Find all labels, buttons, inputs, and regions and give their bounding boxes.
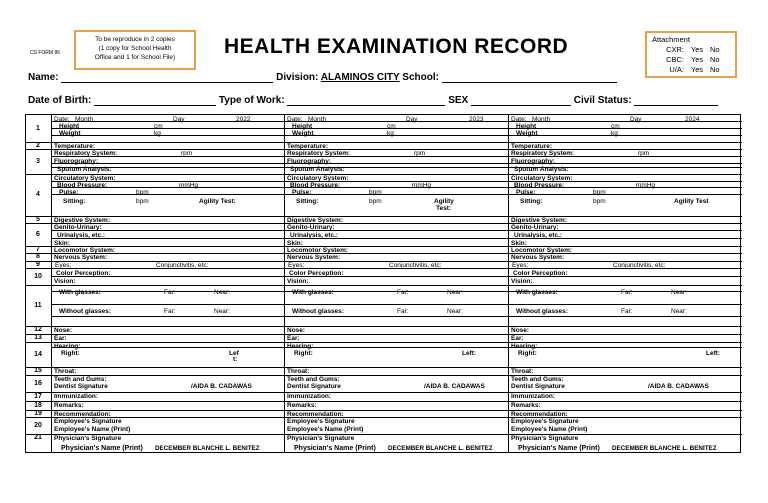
note-line: (1 copy for School Health bbox=[98, 45, 172, 52]
eyes-label: Eyes: bbox=[512, 261, 529, 269]
phys-name-label: DECEMBER BLANCHE L. BENITEZ bbox=[155, 444, 260, 452]
immunization-label: Immunization: bbox=[54, 392, 99, 400]
row-number: 8 bbox=[36, 253, 40, 260]
far-label: Far: bbox=[397, 288, 409, 296]
urinalysis-label: Urinalysis, etc.: bbox=[514, 231, 563, 239]
table-rule bbox=[26, 367, 742, 368]
table-rule bbox=[51, 316, 742, 317]
near-label: Near: bbox=[447, 307, 463, 315]
emp-name-label: Employee's Name (Print) bbox=[511, 425, 588, 433]
table-rule bbox=[26, 142, 742, 143]
row-number: 16 bbox=[34, 379, 42, 387]
skin-label: Skin: bbox=[54, 239, 70, 247]
row-number: 10 bbox=[34, 272, 42, 280]
temperature-label: Temperature: bbox=[511, 142, 553, 150]
bp-label: Blood Pressure: bbox=[514, 181, 565, 189]
column-divider bbox=[51, 115, 52, 452]
urinalysis-label: Urinalysis, etc.: bbox=[57, 231, 106, 239]
nervous-label: Nervous System: bbox=[511, 253, 565, 261]
table-rule bbox=[26, 417, 742, 418]
recommendation-label: Recommendation: bbox=[54, 410, 111, 418]
weight-label: Weight bbox=[516, 129, 538, 137]
nervous-label: Nervous System: bbox=[54, 253, 108, 261]
teeth-label: Teeth and Gums: bbox=[511, 375, 564, 383]
throat-label: Throat: bbox=[511, 367, 534, 375]
attachment-yes[interactable]: Yes bbox=[690, 55, 704, 64]
division-value: ALAMINOS CITY bbox=[320, 72, 400, 83]
bpm-label: bpm bbox=[369, 188, 382, 196]
eyes-label: Eyes: bbox=[288, 261, 305, 269]
attachment-key: CBC: bbox=[666, 55, 684, 64]
right-label: Right: bbox=[294, 349, 313, 357]
sitting-label: Sitting: bbox=[63, 197, 86, 205]
conj-label: Conjunctivitis, etc: bbox=[156, 261, 209, 269]
dentist-name-label: /AIDA B. CADAWAS bbox=[424, 382, 485, 390]
teeth-label: Teeth and Gums: bbox=[54, 375, 107, 383]
row-number: 20 bbox=[34, 421, 42, 429]
respiratory-label: Respiratory System: bbox=[287, 149, 351, 157]
month-label: Month bbox=[75, 115, 94, 123]
table-rule bbox=[51, 347, 742, 348]
height-label: Height bbox=[292, 122, 313, 130]
emp-sig-label: Employee's Signature bbox=[287, 417, 355, 425]
attachment-no[interactable]: No bbox=[710, 65, 720, 74]
rpm-label: rpm bbox=[638, 149, 650, 157]
row-number: 1 bbox=[36, 124, 40, 132]
genito-label: Genito-Urinary: bbox=[511, 223, 559, 231]
phys-name-label: DECEMBER BLANCHE L. BENITEZ bbox=[388, 444, 493, 452]
sex-field[interactable] bbox=[471, 95, 571, 106]
without-glasses-label: Without glasses: bbox=[292, 307, 344, 315]
left-b-label: t: bbox=[233, 355, 238, 363]
row-number: 14 bbox=[34, 350, 42, 358]
phys-sig-label: Physician's Signature bbox=[54, 434, 122, 442]
remarks-label: Remarks: bbox=[54, 401, 84, 409]
skin-label: Skin: bbox=[511, 239, 527, 247]
rpm-label: rpm bbox=[414, 149, 426, 157]
emp-sig-label: Employee's Signature bbox=[54, 417, 122, 425]
locomotor-label: Locomotor System: bbox=[511, 246, 573, 254]
reproduction-note bbox=[74, 30, 196, 70]
row-number: 15 bbox=[34, 367, 42, 374]
row-number: 11 bbox=[34, 301, 42, 309]
temperature-label: Temperature: bbox=[54, 142, 96, 150]
hearing-label: Hearing: bbox=[54, 342, 81, 350]
month-label: Month bbox=[308, 115, 327, 123]
far-label: Far: bbox=[621, 288, 633, 296]
pulse-label: Pulse: bbox=[516, 188, 536, 196]
work-label: Type of Work: bbox=[218, 95, 285, 106]
respiratory-label: Respiratory System: bbox=[54, 149, 118, 157]
ear-label: Ear: bbox=[54, 334, 67, 342]
table-rule bbox=[26, 434, 742, 435]
sputum-label: Sputum Analysis: bbox=[290, 165, 345, 173]
nose-label: Nose: bbox=[287, 326, 306, 334]
table-rule bbox=[26, 246, 742, 247]
genito-label: Genito-Urinary: bbox=[287, 223, 335, 231]
day-label: Day bbox=[173, 115, 185, 123]
cm-label: cm bbox=[154, 122, 163, 130]
dentist-label: Dentist Signature bbox=[287, 382, 341, 390]
school-field[interactable] bbox=[442, 72, 617, 83]
table-rule bbox=[26, 334, 742, 335]
circulatory-label: Circulatory System: bbox=[54, 174, 116, 182]
dentist-label: Dentist Signature bbox=[511, 382, 565, 390]
name-label: Name: bbox=[28, 72, 59, 83]
attachment-row-cbc bbox=[652, 55, 730, 65]
near-label: Near: bbox=[447, 288, 463, 296]
near-label: Near: bbox=[214, 288, 230, 296]
bpm-label: bpm bbox=[593, 188, 606, 196]
genito-label: Genito-Urinary: bbox=[54, 223, 102, 231]
row-number: 2 bbox=[36, 141, 40, 149]
row-number: 12 bbox=[34, 326, 42, 333]
day-label: Day bbox=[630, 115, 642, 123]
skin-label: Skin: bbox=[287, 239, 303, 247]
row-number: 6 bbox=[36, 230, 40, 238]
far-label: Far: bbox=[621, 307, 633, 315]
pulse-label: Pulse: bbox=[292, 188, 312, 196]
table-rule bbox=[26, 342, 742, 343]
left-label: Left: bbox=[706, 349, 721, 357]
sputum-label: Sputum Analysis: bbox=[514, 165, 569, 173]
attachment-no[interactable]: No bbox=[710, 55, 720, 64]
table-rule bbox=[26, 223, 742, 224]
remarks-label: Remarks: bbox=[287, 401, 317, 409]
cm-label: cm bbox=[387, 122, 396, 130]
locomotor-label: Locomotor System: bbox=[287, 246, 349, 254]
civil-status-field[interactable] bbox=[634, 95, 718, 106]
sex-label: SEX bbox=[448, 95, 469, 106]
left-a-label: Lef bbox=[229, 349, 239, 357]
table-rule bbox=[26, 375, 742, 376]
height-label: Height bbox=[59, 122, 80, 130]
height-label: Height bbox=[516, 122, 537, 130]
throat-label: Throat: bbox=[54, 367, 77, 375]
table-rule bbox=[26, 326, 742, 327]
sitting-label: Sitting: bbox=[296, 197, 319, 205]
eyes-label: Eyes: bbox=[55, 261, 72, 269]
agility-label: Agility Test: bbox=[199, 197, 236, 205]
bp-label: Blood Pressure: bbox=[57, 181, 108, 189]
row-number: 3 bbox=[36, 157, 40, 165]
agility-a-label: Agility bbox=[434, 197, 454, 205]
kg-label: kg bbox=[154, 129, 161, 137]
emp-sig-label: Employee's Signature bbox=[511, 417, 579, 425]
table-rule bbox=[26, 410, 742, 411]
table-rule bbox=[51, 194, 742, 195]
right-label: Right: bbox=[518, 349, 537, 357]
row-number: 21 bbox=[34, 434, 42, 441]
table-rule bbox=[51, 276, 742, 277]
temperature-label: Temperature: bbox=[287, 142, 329, 150]
ear-label: Ear: bbox=[287, 334, 300, 342]
row-number: 7 bbox=[36, 245, 40, 253]
without-glasses-label: Without glasses: bbox=[516, 307, 568, 315]
conj-label: Conjunctivitis, etc: bbox=[613, 261, 666, 269]
attachment-box bbox=[645, 31, 737, 78]
with-glasses-label: With glasses: bbox=[516, 288, 558, 296]
nose-label: Nose: bbox=[54, 326, 73, 334]
emp-name-label: Employee's Name (Print) bbox=[54, 425, 131, 433]
near-label: Near: bbox=[214, 307, 230, 315]
bpm-label: bpm bbox=[593, 197, 606, 205]
phys-sig-label: Physician's Signature bbox=[511, 434, 579, 442]
rpm-label: rpm bbox=[181, 149, 193, 157]
form-number: CS FORM 86 bbox=[30, 50, 61, 56]
attachment-no[interactable]: No bbox=[710, 45, 720, 54]
civil-status-label: Civil Status: bbox=[573, 95, 632, 106]
color-label: Color Perception: bbox=[289, 269, 344, 277]
row-number: 19 bbox=[34, 409, 42, 417]
vision-label: Vision: bbox=[511, 277, 533, 285]
table-rule bbox=[51, 167, 742, 168]
weight-label: Weight bbox=[292, 129, 314, 137]
mmhg-label: mmHg bbox=[636, 181, 656, 189]
agility-b-label: Test: bbox=[436, 204, 452, 212]
dentist-label: Dentist Signature bbox=[54, 382, 108, 390]
mmhg-label: mmHg bbox=[412, 181, 432, 189]
table-rule bbox=[26, 149, 742, 150]
row-number: 13 bbox=[34, 334, 42, 341]
with-glasses-label: With glasses: bbox=[292, 288, 334, 296]
far-label: Far: bbox=[397, 307, 409, 315]
table-rule bbox=[26, 216, 742, 217]
school-label: School: bbox=[402, 72, 439, 83]
attachment-key: U/A: bbox=[669, 65, 684, 74]
column-divider bbox=[508, 115, 509, 452]
vision-label: Vision: bbox=[287, 277, 309, 285]
table-rule bbox=[26, 401, 742, 402]
immunization-label: Immunization: bbox=[287, 392, 332, 400]
recommendation-label: Recommendation: bbox=[287, 410, 344, 418]
table-rule bbox=[51, 163, 742, 164]
digestive-label: Digestive System: bbox=[54, 216, 110, 224]
circulatory-label: Circulatory System: bbox=[511, 174, 573, 182]
hearing-label: Hearing: bbox=[511, 342, 538, 350]
date-label: Date: bbox=[287, 115, 303, 123]
hearing-label: Hearing: bbox=[287, 342, 314, 350]
kg-label: kg bbox=[611, 129, 618, 137]
teeth-label: Teeth and Gums: bbox=[287, 375, 340, 383]
bpm-label: bpm bbox=[136, 197, 149, 205]
left-label: Left: bbox=[462, 349, 477, 357]
date-label: Date: bbox=[511, 115, 527, 123]
dob-label: Date of Birth: bbox=[28, 95, 92, 106]
agility-c-label: Agility Test bbox=[674, 197, 709, 205]
day-label: Day bbox=[406, 115, 418, 123]
table-rule bbox=[51, 230, 742, 231]
attachment-row-ua bbox=[652, 65, 730, 75]
attachment-yes[interactable]: Yes bbox=[690, 45, 704, 54]
conj-label: Conjunctivitis, etc: bbox=[389, 261, 442, 269]
weight-label: Weight bbox=[59, 129, 81, 137]
pulse-label: Pulse: bbox=[59, 188, 79, 196]
phys-name-label: DECEMBER BLANCHE L. BENITEZ bbox=[612, 444, 717, 452]
kg-label: kg bbox=[387, 129, 394, 137]
locomotor-label: Locomotor System: bbox=[54, 246, 116, 254]
nose-label: Nose: bbox=[511, 326, 530, 334]
immunization-label: Immunization: bbox=[511, 392, 556, 400]
row-number: 9 bbox=[36, 260, 40, 268]
table-rule bbox=[26, 392, 742, 393]
column-divider bbox=[284, 115, 285, 452]
digestive-label: Digestive System: bbox=[287, 216, 343, 224]
phys-name-label-label: Physician's Name (Print) bbox=[294, 444, 376, 452]
row-number: 5 bbox=[36, 215, 40, 223]
emp-name-label: Employee's Name (Print) bbox=[287, 425, 364, 433]
color-label: Color Perception: bbox=[513, 269, 568, 277]
bpm-label: bpm bbox=[136, 188, 149, 196]
table-rule bbox=[26, 285, 742, 286]
with-glasses-label: With glasses: bbox=[59, 288, 101, 296]
sputum-label: Sputum Analysis: bbox=[57, 165, 112, 173]
respiratory-label: Respiratory System: bbox=[511, 149, 575, 157]
row-number: 4 bbox=[36, 191, 40, 198]
color-label: Color Perception: bbox=[56, 269, 111, 277]
phys-name-label-label: Physician's Name (Print) bbox=[518, 444, 600, 452]
fluorography-label: Fluorography: bbox=[287, 157, 332, 165]
table-rule bbox=[26, 174, 742, 175]
right-label: Right: bbox=[61, 349, 80, 357]
name-field[interactable] bbox=[61, 72, 273, 83]
table-rule bbox=[26, 253, 742, 254]
fluorography-label: Fluorography: bbox=[54, 157, 99, 165]
division-label: Division: bbox=[276, 72, 319, 83]
row-number: 17 bbox=[34, 392, 42, 400]
phys-sig-label: Physician's Signature bbox=[287, 434, 355, 442]
bp-label: Blood Pressure: bbox=[290, 181, 341, 189]
phys-name-label-label: Physician's Name (Print) bbox=[61, 444, 143, 452]
table-rule bbox=[51, 304, 742, 305]
near-label: Near: bbox=[671, 288, 687, 296]
note-line: To be reproduce in 2 copies bbox=[95, 36, 175, 43]
vision-label: Vision: bbox=[54, 277, 76, 285]
header-line-2 bbox=[28, 95, 718, 106]
bpm-label: bpm bbox=[369, 197, 382, 205]
attachment-yes[interactable]: Yes bbox=[690, 65, 704, 74]
near-label: Near: bbox=[671, 307, 687, 315]
recommendation-label: Recommendation: bbox=[511, 410, 568, 418]
dentist-name-label: /AIDA B. CADAWAS bbox=[648, 382, 709, 390]
row-number: 18 bbox=[34, 401, 42, 409]
throat-label: Throat: bbox=[287, 367, 310, 375]
circulatory-label: Circulatory System: bbox=[287, 174, 349, 182]
fluorography-label: Fluorography: bbox=[511, 157, 556, 165]
far-label: Far: bbox=[164, 307, 176, 315]
note-line: Office and 1 for School File) bbox=[94, 54, 176, 61]
attachment-key: CXR: bbox=[666, 45, 684, 54]
date-label: Date: bbox=[54, 115, 70, 123]
attachment-row-cxr bbox=[652, 45, 730, 55]
urinalysis-label: Urinalysis, etc.: bbox=[290, 231, 339, 239]
month-label: Month bbox=[532, 115, 551, 123]
digestive-label: Digestive System: bbox=[511, 216, 567, 224]
1-label: 2023 bbox=[469, 115, 484, 123]
2-label: 2024 bbox=[685, 115, 700, 123]
table-rule bbox=[51, 238, 742, 239]
0-label: 2022 bbox=[236, 115, 251, 123]
header-line-1 bbox=[28, 72, 617, 83]
dob-field[interactable] bbox=[94, 95, 216, 106]
sitting-label: Sitting: bbox=[520, 197, 543, 205]
page-title: HEALTH EXAMINATION RECORD bbox=[224, 35, 569, 58]
health-record-table bbox=[25, 114, 741, 453]
remarks-label: Remarks: bbox=[511, 401, 541, 409]
mmhg-label: mmHg bbox=[179, 181, 199, 189]
ear-label: Ear: bbox=[511, 334, 524, 342]
dentist-name-label: /AIDA B. CADAWAS bbox=[191, 382, 252, 390]
without-glasses-label: Without glasses: bbox=[59, 307, 111, 315]
far-label: Far: bbox=[164, 288, 176, 296]
cm-label: cm bbox=[611, 122, 620, 130]
work-field[interactable] bbox=[287, 95, 445, 106]
nervous-label: Nervous System: bbox=[287, 253, 341, 261]
attachment-label: Attachment bbox=[652, 35, 690, 44]
